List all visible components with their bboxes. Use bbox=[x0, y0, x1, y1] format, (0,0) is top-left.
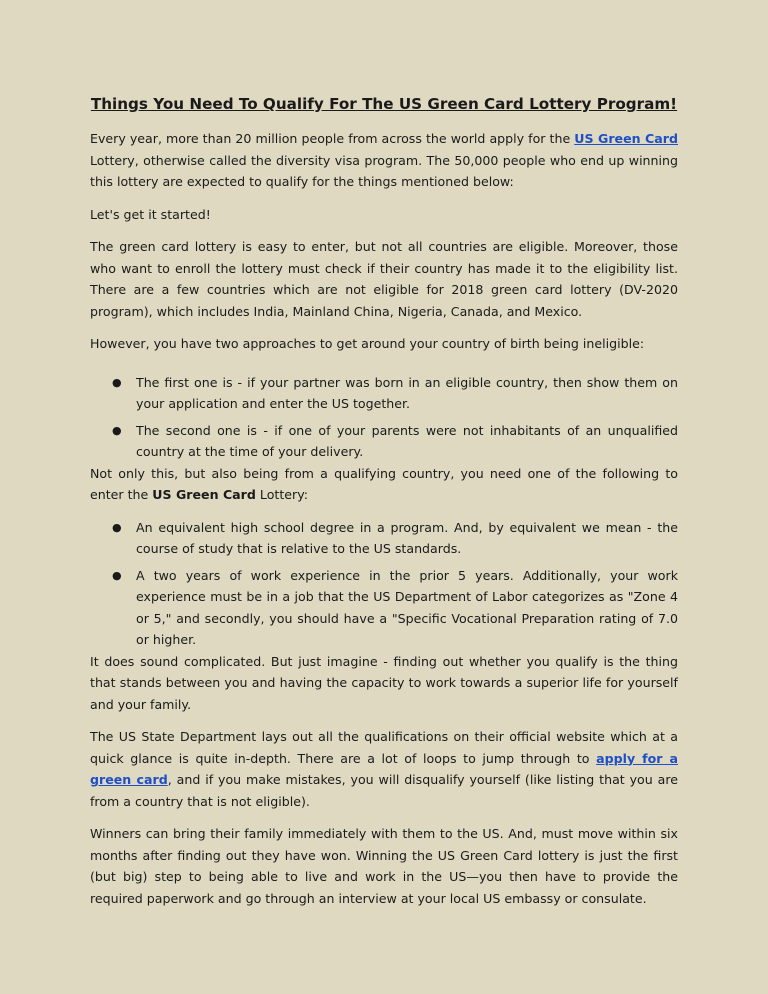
bullet-icon: ● bbox=[112, 423, 122, 437]
eligibility-paragraph: The green card lottery is easy to enter, but not all countries are eligible. Moreover, those who want to enroll the lottery must check if their country has made it to the eligibility list. There are a few countries which are not eligible for 2018 green card lottery (DV-2020 program), which includes India, Mainland China, Nigeria, Canada, and Mexico. bbox=[90, 239, 678, 319]
requirements-list bbox=[90, 517, 678, 651]
state-department-paragraph bbox=[90, 726, 678, 812]
list-item bbox=[90, 565, 678, 651]
document-title: Things You Need To Qualify For The US Green Card Lottery Program! bbox=[90, 95, 678, 113]
intro-text-end: Lottery, otherwise called the diversity visa program. The 50,000 people who end up winning this lottery are expected to qualify for the things mentioned below: bbox=[90, 152, 678, 189]
bullet-icon: ● bbox=[112, 375, 122, 389]
state-dept-text-end: , and if you make mistakes, you will disqualify yourself (like listing that you are from a country that is not eligible). bbox=[90, 772, 678, 809]
winners-paragraph: Winners can bring their family immediately with them to the US. And, must move within six months after finding out they have won. Winning the US Green Card lottery is just the first (but big) step to being able to live and work in the US—you then have to provide the required paperwork and go through an interview at your local US embassy or consulate. bbox=[90, 826, 678, 906]
bullet-icon: ● bbox=[112, 520, 122, 534]
state-dept-text-start: The US State Department lays out all the qualifications on their official website which at a quick glance is quite in-depth. There are a lot of loops to jump through to bbox=[90, 729, 678, 766]
qualifying-text-start: Not only this, but also being from a qualifying country, you need one of the following to enter the bbox=[90, 465, 678, 502]
list-item bbox=[90, 517, 678, 560]
list-item bbox=[90, 372, 678, 415]
approaches-list bbox=[90, 372, 678, 463]
us-green-card-bold: US Green Card bbox=[152, 487, 256, 502]
us-green-card-link[interactable]: US Green Card bbox=[574, 131, 679, 146]
intro-paragraph bbox=[90, 128, 678, 193]
lets-get-started-paragraph: Let's get it started! bbox=[90, 206, 211, 222]
list-item-text: The first one is - if your partner was born in an eligible country, then show them on your application and enter the US together. bbox=[136, 374, 678, 411]
list-item-text: The second one is - if one of your parents were not inhabitants of an unqualified country at the time of your delivery. bbox=[136, 422, 678, 459]
list-item-text: A two years of work experience in the prior 5 years. Additionally, your work experience must be in a job that the US Department of Labor categorizes as "Zone 4 or 5," and secondly, you should have a "Specific Vocational Preparation rating of 7.0 or higher. bbox=[136, 567, 678, 647]
bullet-icon: ● bbox=[112, 568, 122, 582]
complicated-paragraph: It does sound complicated. But just imagine - finding out whether you qualify is the thing that stands between you and having the capacity to work towards a superior life for yourself and your family. bbox=[90, 653, 678, 712]
list-item bbox=[90, 420, 678, 463]
qualifying-country-paragraph bbox=[90, 463, 678, 506]
intro-text-start: Every year, more than 20 million people from across the world apply for the bbox=[90, 131, 575, 146]
list-item-text: An equivalent high school degree in a program. And, by equivalent we mean - the course of study that is relative to the US standards. bbox=[136, 519, 678, 556]
document-body bbox=[90, 92, 678, 920]
apply-green-card-link[interactable]: apply for a green card bbox=[90, 750, 678, 787]
approaches-paragraph: However, you have two approaches to get around your country of birth being ineligible: bbox=[90, 336, 645, 351]
qualifying-text-end: Lottery: bbox=[255, 487, 309, 502]
